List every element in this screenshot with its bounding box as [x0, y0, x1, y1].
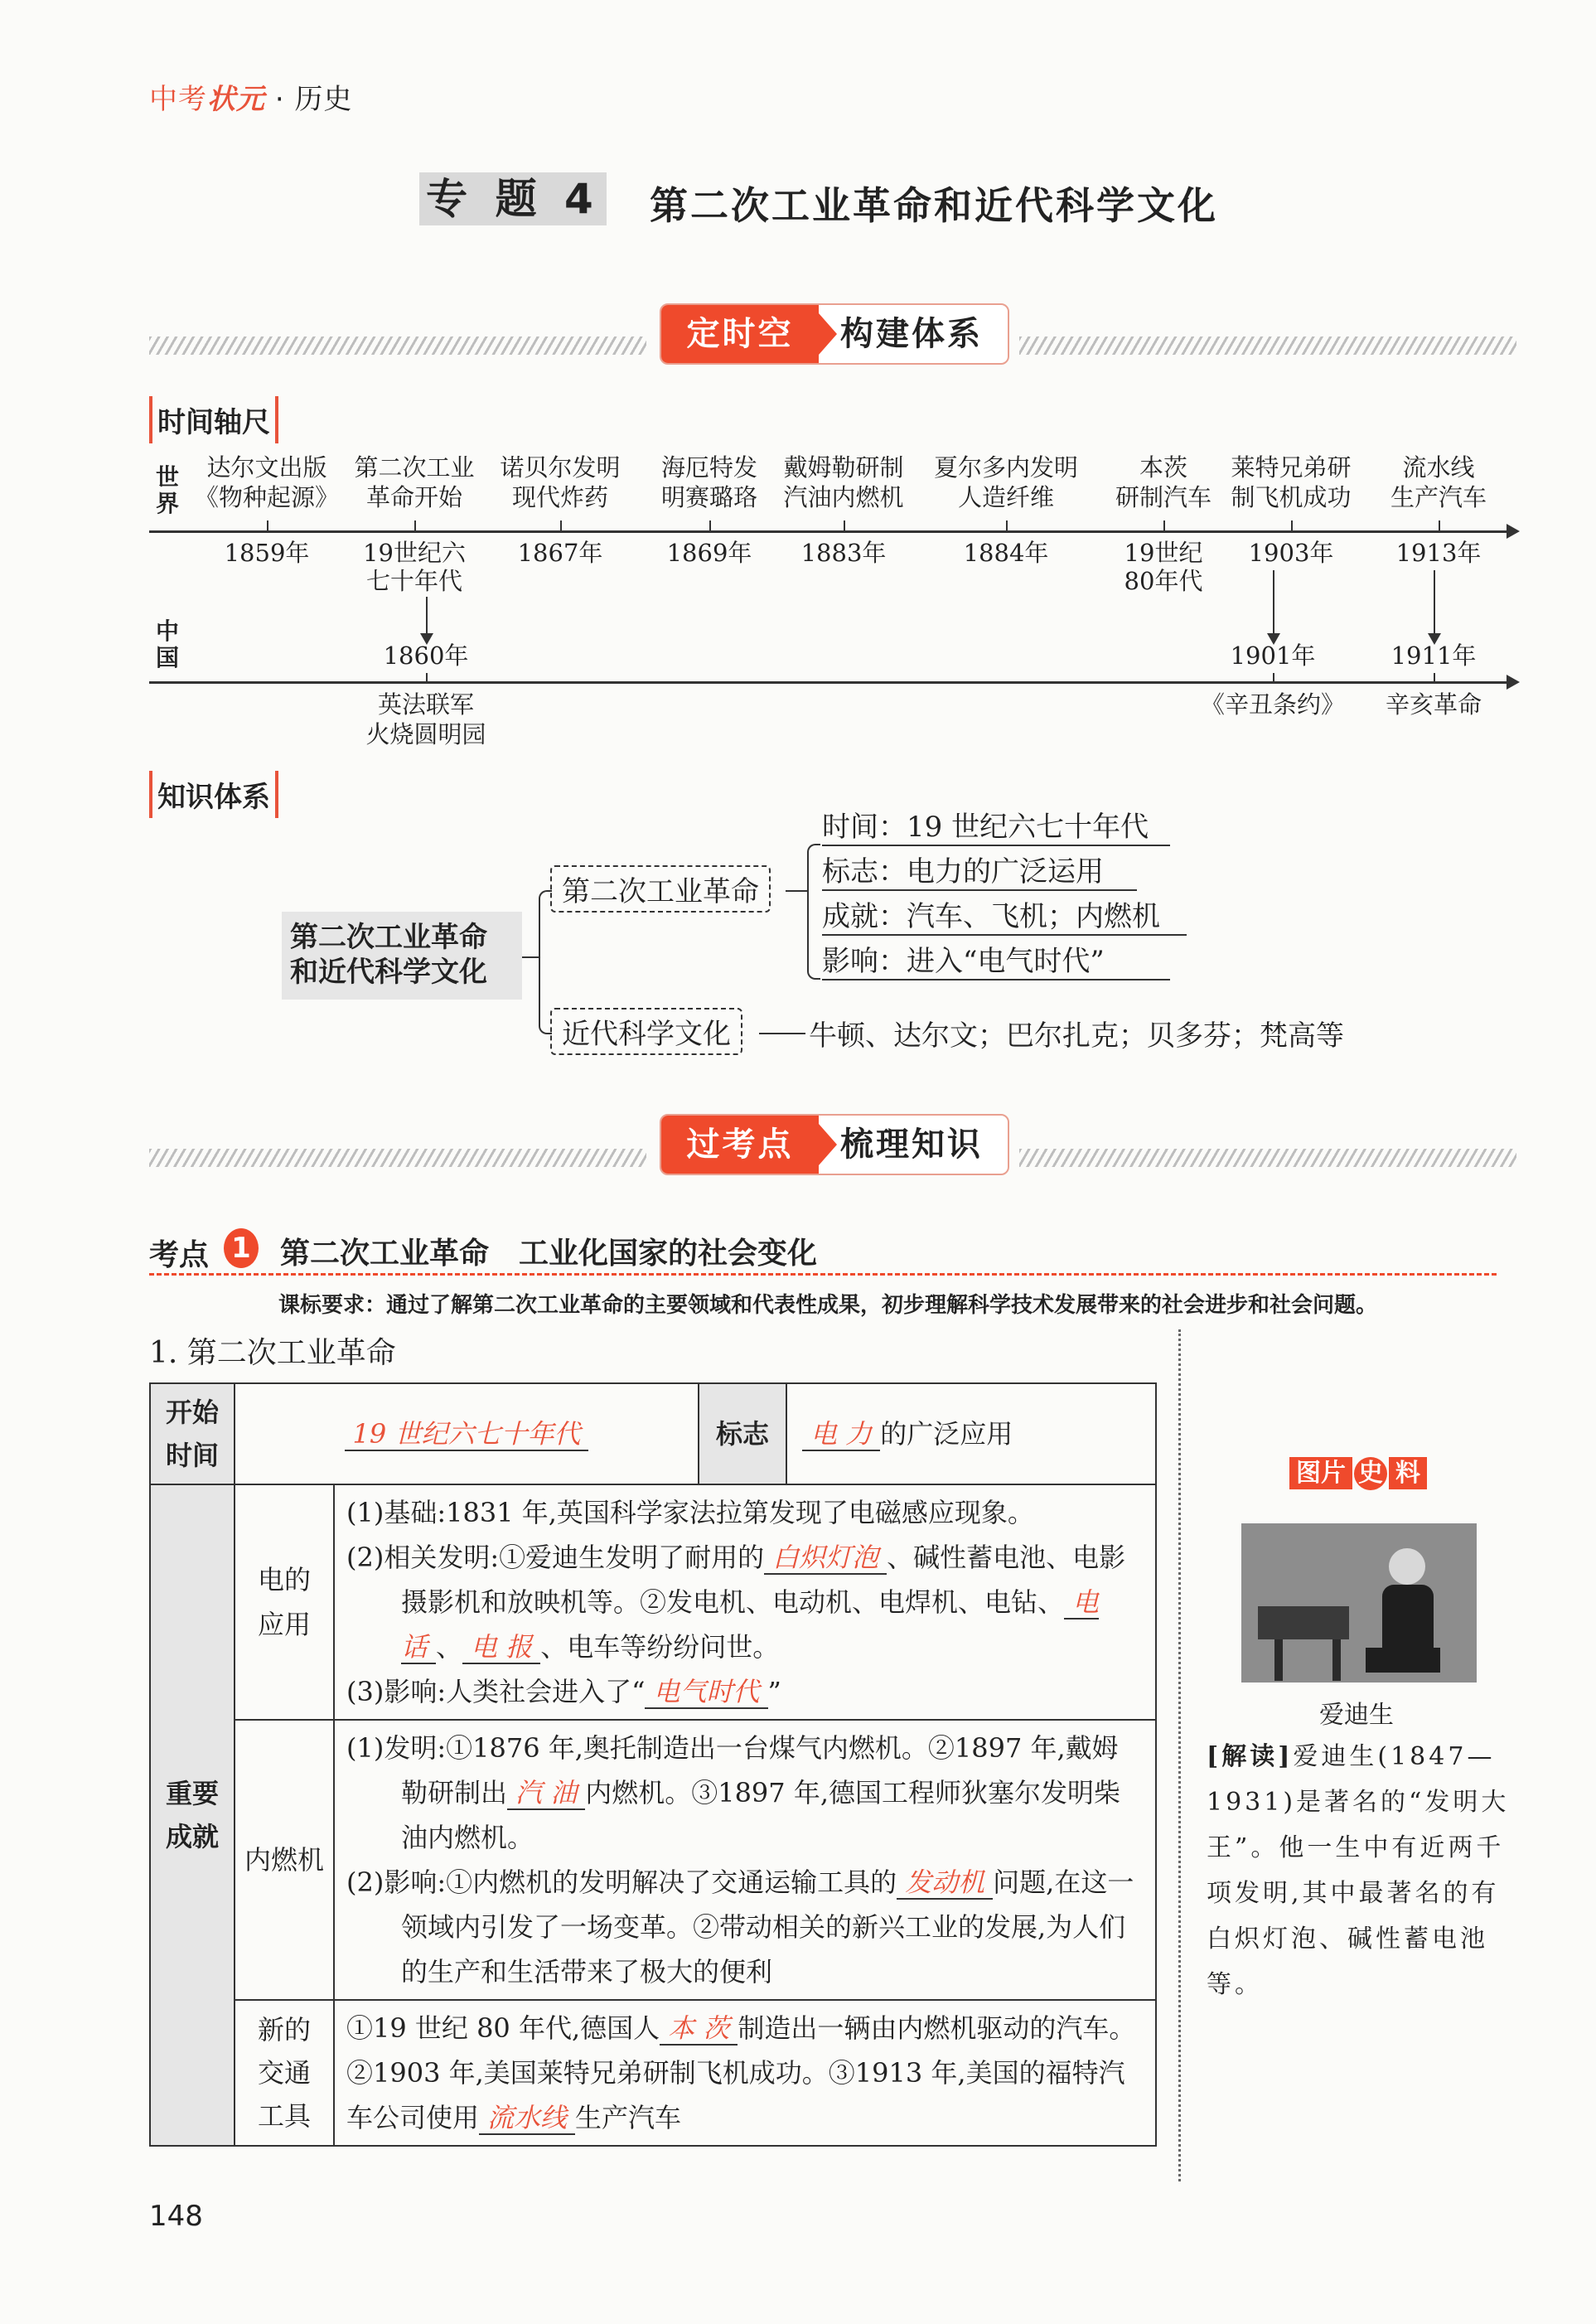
- answer-blank: 电 报: [462, 1631, 540, 1664]
- section-heading: 1. 第二次工业革命: [149, 1336, 396, 1370]
- world-event: 戴姆勒研制 汽油内燃机: [783, 453, 904, 511]
- china-event: 《辛丑条约》: [1200, 690, 1345, 719]
- world-event: 第二次工业 革命开始: [354, 453, 475, 511]
- sign-blank: 电 力: [802, 1418, 880, 1451]
- hatch-divider: [149, 1149, 646, 1167]
- electricity-line: [346, 1669, 1144, 1714]
- world-event: 本茨 研制汽车: [1115, 453, 1212, 511]
- world-event: 诺贝尔发明 现代炸药: [500, 453, 621, 511]
- world-year: 19世纪六 七十年代: [363, 539, 466, 595]
- engine-content: [334, 1720, 1156, 2000]
- edison-illustration: [1241, 1523, 1477, 1682]
- industrial-revolution-table: [149, 1382, 1157, 2147]
- banner-red-label: 定时空: [661, 305, 819, 363]
- timeline-tick: [709, 520, 711, 530]
- section-banner-build: [660, 303, 1009, 365]
- knowledge-label: 知识体系: [149, 771, 278, 818]
- connector: [522, 956, 539, 958]
- point-title: 第二次工业革命 工业化国家的社会变化: [280, 1237, 818, 1271]
- timeline-tick: [1163, 520, 1165, 530]
- timeline-tick: [1006, 520, 1008, 530]
- timeline-tick: [1439, 520, 1440, 530]
- interpretation-text: 爱迪生(1847—1931)是著名的“发明大王”。他一生中有近两千项发明,其中最著名的有白炽灯泡、碱性蓄电池等。: [1207, 1742, 1510, 1999]
- world-year: 1903年: [1248, 539, 1334, 567]
- text: (2)相关发明:①爱迪生发明了耐用的: [346, 1542, 765, 1573]
- branch-brace: [807, 844, 820, 980]
- timeline-tick: [267, 520, 268, 530]
- hatch-divider: [149, 336, 646, 355]
- edison-photo: [1241, 1523, 1477, 1682]
- timeline-arrow: [426, 597, 428, 635]
- engine-line: [346, 1726, 1144, 1860]
- start-time-label: 开始 时间: [150, 1383, 235, 1484]
- sign-label: 标志: [699, 1383, 786, 1484]
- transport-content: [334, 2000, 1156, 2146]
- world-year: 1859年: [224, 539, 310, 567]
- engine-line: [346, 1860, 1144, 1994]
- world-event: 达尔文出版 《物种起源》: [194, 453, 339, 511]
- text: (1)基础:1831 年,英国科学家法拉第发现了电磁感应现象。: [346, 1497, 1034, 1528]
- world-year: 1867年: [517, 539, 603, 567]
- timeline-tick: [560, 520, 562, 530]
- start-time-value: 19 世纪六七十年代: [345, 1418, 589, 1451]
- china-year: 1860年: [383, 642, 469, 670]
- start-time-cell: [235, 1383, 699, 1484]
- brand-separator: ·: [274, 83, 285, 116]
- timeline-tick: [844, 520, 845, 530]
- electricity-line: [346, 1490, 1144, 1535]
- point-number-badge: 1: [224, 1228, 259, 1268]
- world-event: 流水线 生产汽车: [1390, 453, 1487, 511]
- timeline-label: 时间轴尺: [149, 396, 278, 443]
- text: 、电车等纷纷问世。: [540, 1631, 780, 1663]
- world-event: 海厄特发 明赛璐珞: [660, 453, 757, 511]
- label-part: 料: [1389, 1457, 1427, 1489]
- sign-cell: [786, 1383, 1156, 1484]
- label-part: 图片: [1289, 1457, 1352, 1489]
- china-event: 辛亥革命: [1385, 690, 1482, 719]
- world-year: 19世纪 80年代: [1124, 539, 1203, 595]
- text: (1)发明:①1876 年,奥托制造出一台煤气内燃机。②1897 年,戴姆勒研制出: [346, 1732, 1119, 1808]
- connector: [786, 890, 807, 892]
- point-underline: [149, 1273, 1497, 1276]
- china-year: 1911年: [1390, 642, 1477, 670]
- transport-label: 新的 交通 工具: [235, 2000, 334, 2146]
- china-timeline-axis: [149, 681, 1508, 684]
- knowledge-root: 第二次工业革命 和近代科学文化: [282, 912, 522, 1000]
- photo-interpretation: [1207, 1734, 1513, 2007]
- electricity-content: [334, 1484, 1156, 1720]
- picture-history-label: [1289, 1452, 1427, 1490]
- china-year: 1901年: [1230, 642, 1316, 670]
- timeline-arrow: [1273, 570, 1274, 635]
- engine-label: 内燃机: [235, 1720, 334, 2000]
- answer-blank: 流水线: [479, 2102, 575, 2135]
- answer-blank: 本 茨: [660, 2012, 738, 2046]
- photo-caption: 爱迪生: [1319, 1701, 1394, 1730]
- knowledge-item: 标志：电力的广泛运用: [822, 849, 1137, 891]
- text: 内燃机。③1897 年,德国工程师狄塞尔发明柴油内燃机。: [401, 1777, 1120, 1853]
- topic-label: 专 题: [426, 175, 544, 223]
- text: ”: [767, 1676, 781, 1707]
- knowledge-item: 影响：进入“电气时代”: [822, 938, 1170, 980]
- answer-blank: 电气时代: [645, 1676, 767, 1709]
- banner-black-label: 构建体系: [840, 315, 983, 353]
- subject-label: 历史: [294, 83, 353, 116]
- hatch-divider: [1019, 336, 1516, 355]
- answer-blank: 白炽灯泡: [764, 1542, 887, 1575]
- text: 、碱性蓄电池、电影摄影机和放映机等。②发电机、电动机、电焊机、电钻、: [401, 1542, 1126, 1618]
- text: 、: [436, 1631, 463, 1663]
- text: ①19 世纪 80 年代,德国人: [346, 2012, 660, 2044]
- china-event: 英法联军 火烧圆明园: [365, 690, 486, 748]
- section-banner-review: [660, 1114, 1009, 1175]
- timeline-tick: [414, 520, 416, 530]
- sign-rest: 的广泛应用: [880, 1418, 1013, 1450]
- world-label: 世界: [155, 463, 179, 517]
- page-number: 148: [149, 2200, 203, 2233]
- topic-number: 4: [564, 175, 600, 223]
- answer-blank: 电 话: [401, 1586, 1100, 1663]
- label-badge: 史: [1354, 1457, 1387, 1490]
- knowledge-item: 牛顿、达尔文；巴尔扎克；贝多芬；梵高等: [809, 1019, 1344, 1053]
- brand-name-b: 状元: [207, 83, 265, 116]
- timeline-tick: [1434, 673, 1435, 683]
- timeline-tick: [426, 673, 428, 683]
- interpretation-label: [解读]: [1207, 1742, 1294, 1771]
- text: (3)影响:人类社会进入了“: [346, 1676, 646, 1707]
- hatch-divider: [1019, 1149, 1516, 1167]
- electricity-label: 电的 应用: [235, 1484, 334, 1720]
- connector: [759, 1033, 805, 1034]
- text: 制造出一辆由内燃机驱动的汽车。②1903 年,美国莱特兄弟研制飞机成功。③1913 年,美国的福特汽车公司使用: [346, 2012, 1136, 2133]
- answer-blank: 汽 油: [507, 1777, 585, 1810]
- electricity-line: [346, 1535, 1144, 1669]
- banner-red-label: 过考点: [661, 1116, 819, 1174]
- text: 问题,在这一领域内引发了一场变革。②带动相关的新兴工业的发展,为人们的生产和生活带来了极大的便利: [401, 1866, 1134, 1988]
- topic-label-box: [419, 172, 607, 225]
- branch-industrial-revolution: 第二次工业革命: [550, 865, 771, 913]
- answer-blank: 发动机: [897, 1866, 993, 1900]
- timeline-tick: [1273, 673, 1274, 683]
- branch-modern-culture: 近代科学文化: [550, 1008, 742, 1055]
- knowledge-item: 成就：汽车、飞机；内燃机: [822, 893, 1187, 936]
- world-event: 夏尔多内发明 人造纤维: [933, 453, 1078, 511]
- world-year: 1883年: [800, 539, 887, 567]
- achievements-label: 重要 成就: [150, 1484, 235, 2146]
- banner-black-label: 梳理知识: [840, 1126, 983, 1164]
- timeline-tick: [1291, 520, 1293, 530]
- brand-name-a: 中考: [149, 83, 207, 116]
- world-year: 1869年: [666, 539, 752, 567]
- brand-header: [149, 76, 352, 117]
- world-timeline-axis: [149, 530, 1508, 533]
- timeline-arrow: [1434, 570, 1435, 635]
- knowledge-item: 时间：19 世纪六七十年代: [822, 804, 1170, 846]
- page-title: 第二次工业革命和近代科学文化: [650, 183, 1218, 228]
- curriculum-requirement: 课标要求：通过了解第二次工业革命的主要领域和代表性成果，初步理解科学技术发展带来的社会进步和社会问题。: [278, 1293, 1378, 1318]
- text: 生产汽车: [575, 2102, 682, 2133]
- china-label: 中国: [155, 617, 179, 671]
- point-prefix: 考点: [149, 1238, 210, 1272]
- text: (2)影响:①内燃机的发明解决了交通运输工具的: [346, 1866, 897, 1898]
- column-divider: [1178, 1329, 1181, 2181]
- world-year: 1913年: [1395, 539, 1482, 567]
- world-year: 1884年: [963, 539, 1049, 567]
- world-event: 莱特兄弟研 制飞机成功: [1231, 453, 1352, 511]
